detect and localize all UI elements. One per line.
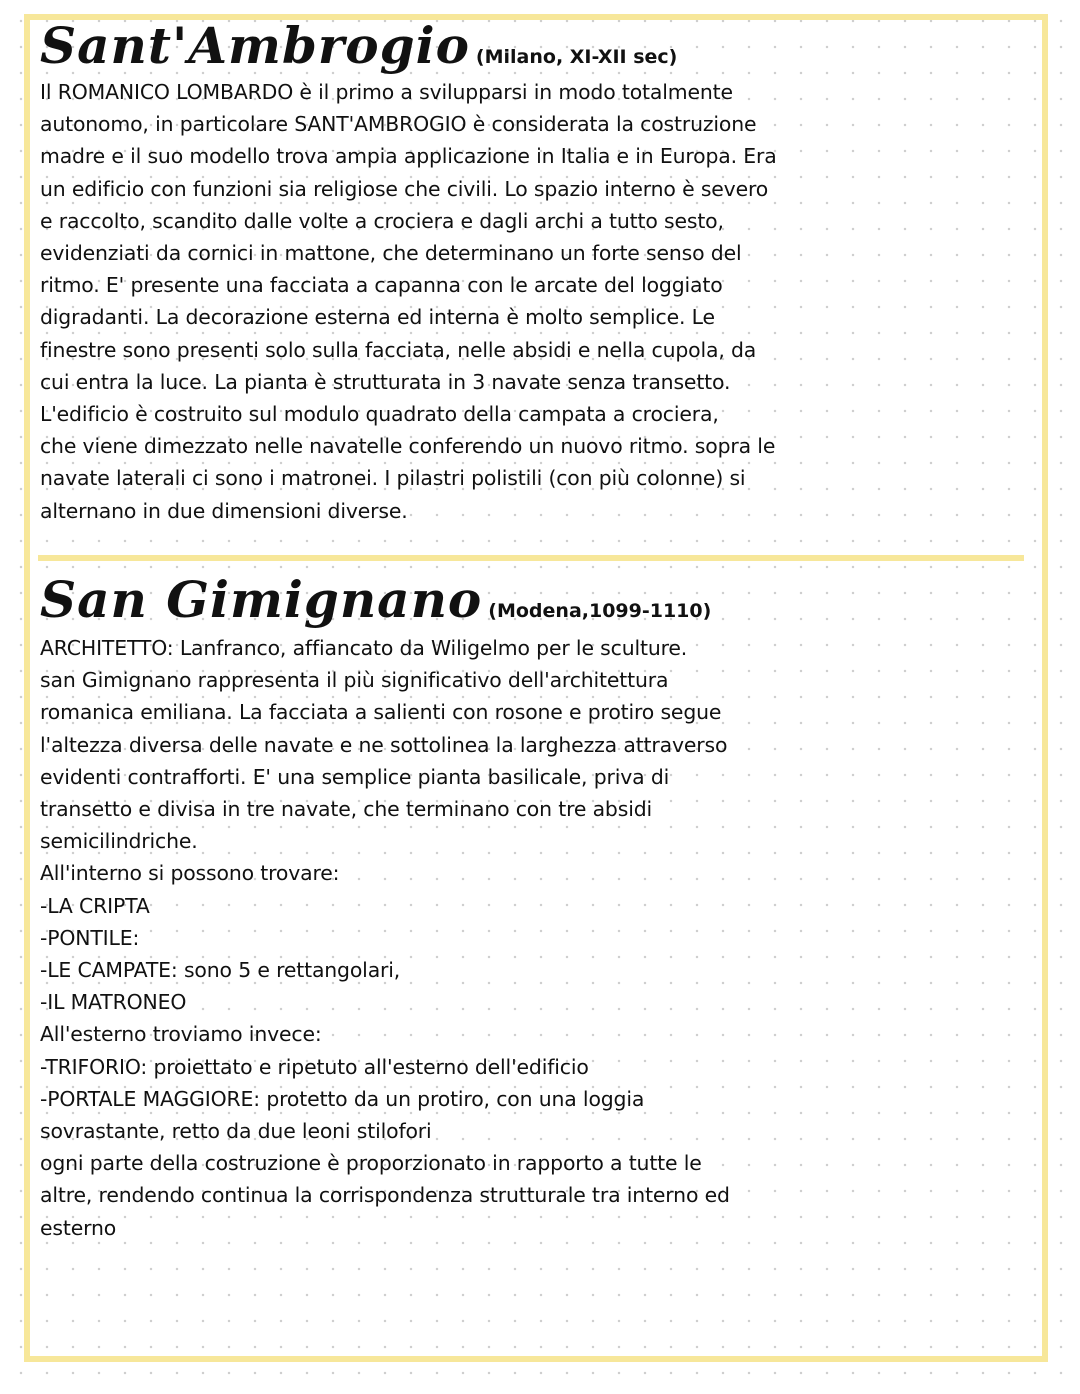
section-header bbox=[40, 18, 1022, 74]
section-body bbox=[40, 632, 1022, 1244]
body-line: L'edificio è costruito sul modulo quadrato della campata a crociera, bbox=[40, 402, 719, 427]
body-line: evidenti contrafforti. E' una semplice pianta basilicale, priva di bbox=[40, 764, 670, 789]
list-item: -LA CRIPTA bbox=[40, 893, 150, 918]
body-line: Il ROMANICO LOMBARDO è il primo a svilupparsi in modo totalmente bbox=[40, 80, 733, 104]
section-body bbox=[40, 76, 1022, 527]
list-item: -IL MATRONEO bbox=[40, 990, 187, 1015]
body-line: alternano in due dimensioni diverse. bbox=[40, 498, 408, 523]
body-line: digradanti. La decorazione esterna ed interna è molto semplice. Le bbox=[40, 305, 715, 330]
body-line: madre e il suo modello trova ampia applicazione in Italia e in Europa. Era bbox=[40, 144, 777, 169]
body-line: ritmo. E' presente una facciata a capanna con le arcate del loggiato bbox=[40, 273, 723, 298]
section-subtitle: (Modena,1099-1110) bbox=[488, 600, 712, 622]
body-line: ARCHITETTO: Lanfranco, affiancato da Wiligelmo per le sculture. bbox=[40, 636, 688, 660]
list-item: -LE CAMPATE: sono 5 e rettangolari, bbox=[40, 958, 401, 983]
body-line: navate laterali ci sono i matronei. I pilastri polistili (con più colonne) si bbox=[40, 466, 746, 491]
body-line: semicilindriche. bbox=[40, 829, 198, 854]
body-line: cui entra la luce. La pianta è strutturata in 3 navate senza transetto. bbox=[40, 369, 731, 394]
body-line: All'esterno troviamo invece: bbox=[40, 1022, 322, 1047]
body-line: altre, rendendo continua la corrispondenza strutturale tra interno ed bbox=[40, 1183, 730, 1208]
body-line: romanica emiliana. La facciata a salienti con rosone e protiro segue bbox=[40, 700, 722, 725]
body-line: che viene dimezzato nelle navatelle conferendo un nuovo ritmo. sopra le bbox=[40, 434, 776, 459]
body-line: evidenziati da cornici in mattone, che determinano un forte senso del bbox=[40, 241, 742, 266]
section-sant-ambrogio bbox=[40, 18, 1022, 527]
section-header bbox=[40, 572, 1022, 628]
body-line: ogni parte della costruzione è proporzionato in rapporto a tutte le bbox=[40, 1151, 702, 1176]
section-subtitle: (Milano, XI-XII sec) bbox=[475, 46, 678, 68]
body-line: finestre sono presenti solo sulla facciata, nelle absidi e nella cupola, da bbox=[40, 337, 757, 362]
body-line: l'altezza diversa delle navate e ne sottolinea la larghezza attraverso bbox=[40, 732, 728, 757]
section-divider bbox=[38, 555, 1024, 561]
body-line: san Gimignano rappresenta il più significativo dell'architettura bbox=[40, 668, 669, 693]
body-line: sovrastante, retto da due leoni stilofori bbox=[40, 1119, 432, 1144]
body-line: esterno bbox=[40, 1215, 117, 1240]
list-item: -PORTALE MAGGIORE: protetto da un protiro, con una loggia bbox=[40, 1086, 645, 1111]
body-line: un edificio con funzioni sia religiose che civili. Lo spazio interno è severo bbox=[40, 176, 769, 201]
body-line: All'interno si possono trovare: bbox=[40, 861, 340, 886]
list-item: -TRIFORIO: proiettato e ripetuto all'esterno dell'edificio bbox=[40, 1054, 589, 1079]
body-line: autonomo, in particolare SANT'AMBROGIO è considerata la costruzione bbox=[40, 112, 757, 137]
section-title: San Gimignano bbox=[40, 570, 483, 629]
body-line: e raccolto, scandito dalle volte a crociera e dagli archi a tutto sesto, bbox=[40, 208, 724, 233]
list-item: -PONTILE: bbox=[40, 925, 140, 950]
body-line: transetto e divisa in tre navate, che terminano con tre absidi bbox=[40, 797, 653, 822]
section-san-gimignano bbox=[40, 572, 1022, 1244]
section-title: Sant'Ambrogio bbox=[40, 16, 470, 75]
